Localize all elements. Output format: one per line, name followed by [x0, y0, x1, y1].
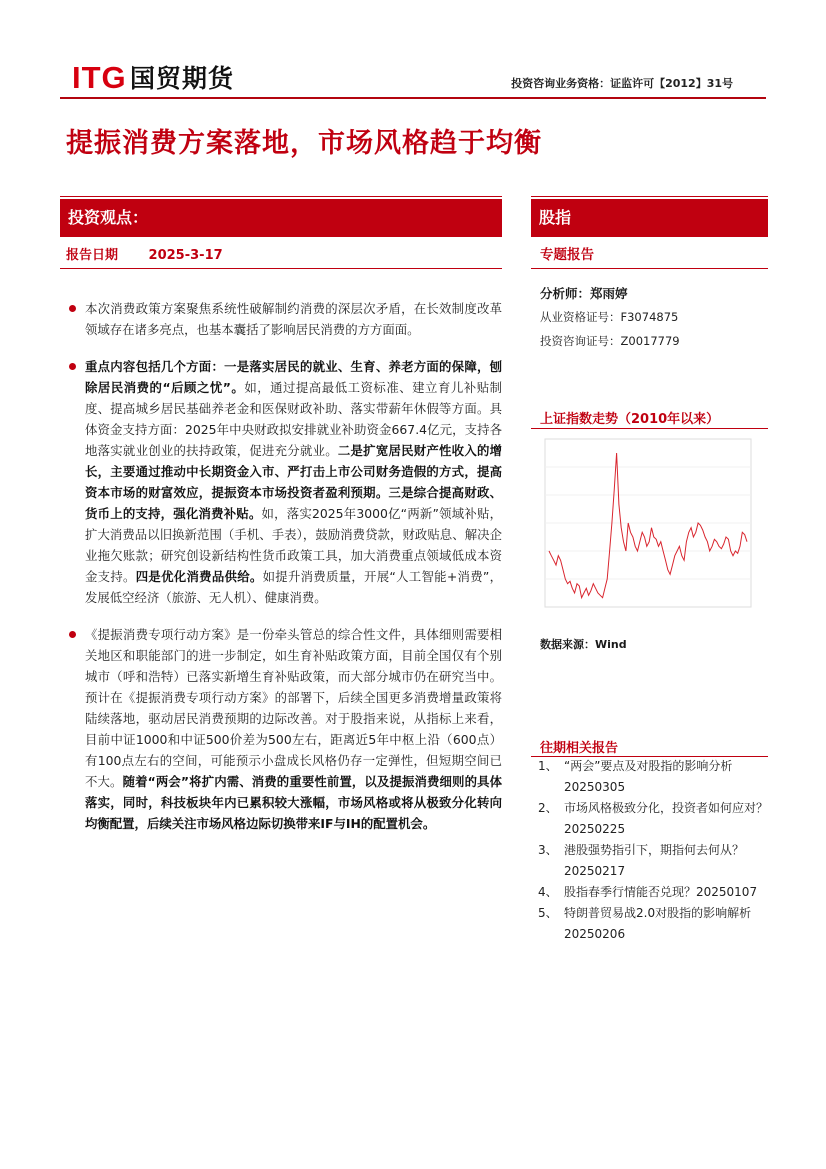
body-text: 《提振消费专项行动方案》是一份牵头管总的综合性文件，具体细则需要相关地区和职能部门的进一步制定，如生育补贴政策方面，目前全国仅有个别城市（呼和浩特）已落实新增生育补贴政策，而大部分城市仍在研究当中。预计在《提振消费专项行动方案》的部署下，后续全国更多消费增量政策将陆续落地，驱动居民消费预期的边际改善。对于股指来说，从指标上来看，目前中证1000和中证500价差为500左右，距离近5年中枢上沿（600点）有100点左右的空间，可能预示小盘成长风格仍存一定弹性，但短期空间已不大。: [85, 627, 502, 789]
related-reports-title: 往期相关报告: [540, 741, 619, 756]
report-type: 专题报告: [540, 247, 594, 263]
opinion-bar: [60, 199, 502, 237]
header-divider: [60, 97, 766, 99]
bar-top-rule: [60, 196, 502, 197]
report-date-row: [66, 244, 223, 263]
bullet-paragraph: [66, 624, 502, 834]
related-report-title: 港股强势指引下，期指何去何从？20250217: [564, 843, 745, 878]
related-reports-list: [536, 756, 768, 945]
related-report-number: 3、: [538, 843, 558, 857]
body-text: 如，通过提高最低工资标准、建立育儿补贴制度、提高城乡居民基础养老金和医保财政补助、落实带薪年休假等方面。具体资金支持方面：2025年中央财政拟安排就业补助资金667.4亿元，支持各地落实就业创业的扶持政策，促进充分就业。: [85, 380, 502, 458]
logo-company-name: 国贸期货: [130, 64, 235, 93]
report-type-divider: [531, 268, 768, 269]
license-text: 投资咨询业务资格：证监许可【2012】31号: [511, 77, 733, 90]
related-report-number: 2、: [538, 801, 558, 815]
bold-text: 二是扩宽居民财产性收入的增长，主要通过推动中长期资金入市、严打击上市公司财务造假的方式，提高资本市场的财富效应，提振资本市场投资者盈利预期。三是综合提高财政、货币上的支持，强化消费补贴。: [85, 443, 503, 521]
bar-top-rule: [531, 196, 768, 197]
shanghai-index-line: [549, 453, 747, 598]
consulting-cert: 投资咨询证号：Z0017779: [540, 334, 680, 348]
bullet-paragraph: [66, 298, 502, 340]
logo-itg: ITG: [72, 60, 127, 95]
related-report-title: 特朗普贸易战2.0对股指的影响解析20250206: [564, 906, 752, 941]
bold-text: 四是优化消费品供给。: [135, 569, 263, 584]
related-report-number: 4、: [538, 885, 558, 899]
related-report-item[interactable]: [536, 903, 768, 945]
chart-source: 数据来源：Wind: [540, 638, 627, 651]
related-report-title: 市场风格极致分化，投资者如何应对？20250225: [564, 801, 769, 836]
related-report-number: 5、: [538, 906, 558, 920]
body-text: 如提升消费质量，开展“人工智能+消费”，发展低空经济（旅游、无人机）、健康消费。: [85, 569, 502, 605]
category-bar-label: 股指: [539, 208, 572, 227]
analyst-name: 分析师：郑雨婷: [540, 286, 628, 301]
report-date-label: 报告日期: [66, 248, 119, 263]
related-report-number: 1、: [538, 759, 558, 773]
investment-view-body: [66, 298, 502, 850]
related-report-item[interactable]: [536, 798, 768, 840]
related-report-title: “两会”要点及对股指的影响分析20250305: [564, 759, 733, 794]
category-bar: [531, 199, 768, 237]
bold-text: 随着“两会”将扩内需、消费的重要性前置，以及提振消费细则的具体落实，同时，科技板块年内已累积较大涨幅，市场风格或将从极致分化转向均衡配置，后续关注市场风格边际切换带来IF与IH的配置机会。: [85, 774, 502, 831]
opinion-bar-label: 投资观点：: [68, 208, 149, 227]
body-text: 如，落实2025年3000亿“两新”领域补贴，扩大消费品以旧换新范围（手机、手表），鼓励消费贷款，财政贴息、解决企业拖欠账款；研究创设新结构性货币政策工具，加大消费重点领域低成本资金支持。: [85, 506, 503, 584]
chart-title: 上证指数走势（2010年以来）: [540, 412, 720, 427]
index-chart-svg: [537, 429, 767, 619]
bullet-paragraph: [66, 356, 502, 608]
related-report-item[interactable]: [536, 882, 768, 903]
report-date: 2025-3-17: [148, 248, 223, 263]
related-report-item[interactable]: [536, 756, 768, 798]
date-divider: [60, 268, 502, 269]
index-chart: [537, 429, 767, 619]
body-text: 本次消费政策方案聚焦系统性破解制约消费的深层次矛盾，在长效制度改革领域存在诸多亮点，也基本囊括了影响居民消费的方方面面。: [85, 301, 502, 337]
qualification-cert: 从业资格证号：F3074875: [540, 310, 679, 324]
report-title: 提振消费方案落地，市场风格趋于均衡: [66, 128, 542, 159]
related-report-title: 股指春季行情能否兑现？20250107: [564, 885, 758, 899]
related-report-item[interactable]: [536, 840, 768, 882]
bold-text: 重点内容包括几个方面：一是落实居民的就业、生育、养老方面的保障，刨除居民消费的“后顾之忧”。: [85, 359, 502, 395]
